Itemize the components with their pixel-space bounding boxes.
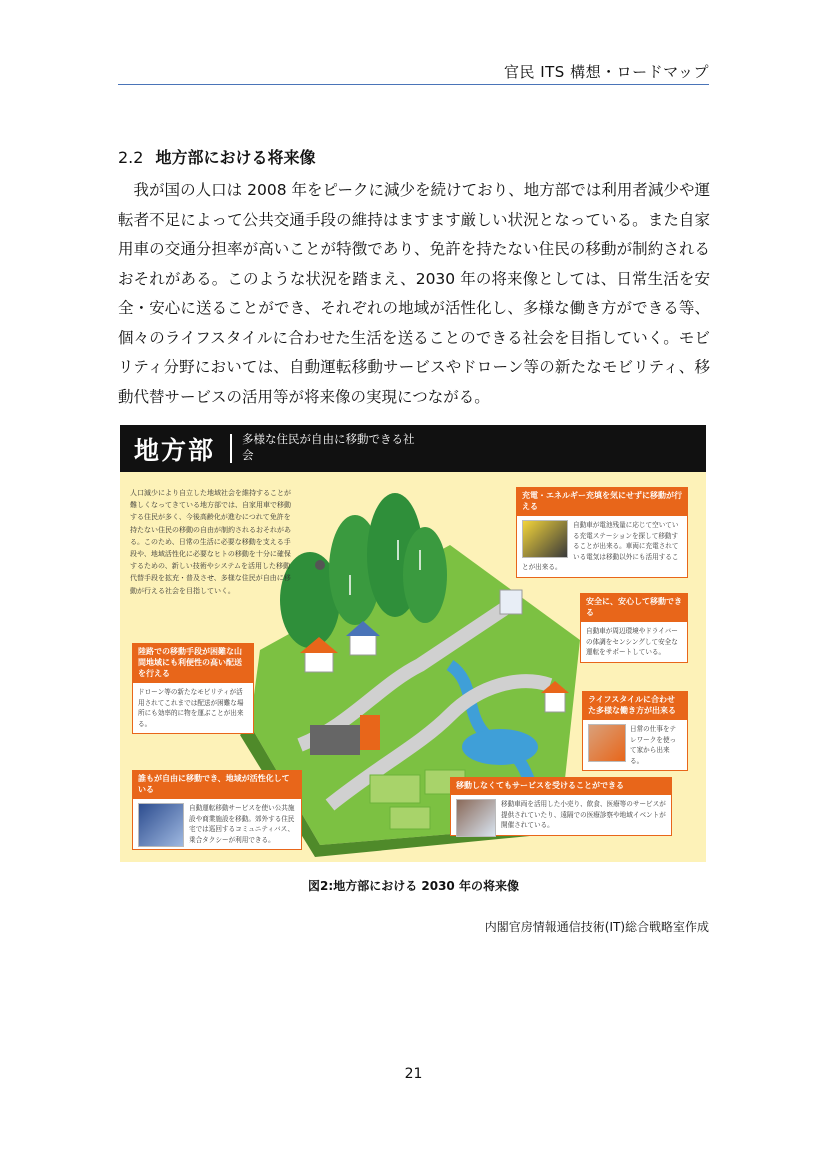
callout-safety [580,593,688,663]
callout-delivery-heading: 陸路での移動手段が困難な山間地域にも利便性の高い配送を行える [132,643,254,682]
callout-delivery-text: ドローン等の新たなモビリティが活用されてこれまでは配送が困難な場所にも効率的に物を運ぶことが出来る。 [132,682,254,734]
ev-charging-photo [522,520,568,558]
figure-intro-text: 人口減少により自立した地域社会を維持することが難しくなってきている地方部では、自家用車で移動する住民が多く、今後高齢化が進むにつれて免許を持たない住民の移動の自由が制約されるおそれがある。このため、日常の生活に必要な移動を支える手段や、地域活性化に必要なヒトの移動を十分に確保するための、新しい技術やシステムを活用した移動代替手段を拡充・普及させ、多様な住民が自由に移動が行える社会を目指していく。 [130,489,291,595]
section-title: 地方部における将来像 [155,148,316,167]
section-number: 2.2 [118,148,144,167]
header-rule [118,84,709,85]
callout-services-box [450,794,672,836]
callout-services-text: 移動車両を活用した小売り、飲食、医療等のサービスが提供されていたり、遠隔での医療診察や地域イベントが開催されている。 [501,800,666,829]
figure-caption: 図2:地方部における 2030 年の将来像 [308,879,519,893]
body-paragraph: 我が国の人口は 2008 年をピークに減少を続けており、地方部では利用者減少や運転者不足によって公共交通手段の維持はますます厳しい状況となっている。また自家用車の交通分担率が高いことが特徴であり、免許を持たない住民の移動が制約されるおそれがある。このような状況を踏まえ、2030 年の将来像としては、日常生活を安全・安心に送ることができ、それぞれの地域が活性化し、多様な働き方ができる等、個々のライフスタイルに合わせた生活を送ることのできる社会を目指していく。モビリティ分野においては、自動運転移動サービスやドローン等の新たなモビリティ、移動代替サービスの活用等が将来像の実現につながる。 [118,181,710,406]
pond [462,729,538,765]
figure-credit: 内閣官房情報通信技術(IT)総合戦略室作成 [484,920,709,934]
callout-lifestyle [582,691,688,771]
figure-illustration [120,425,706,862]
telemedicine-photo [456,799,496,837]
callout-charging-text: 自動車が電池残量に応じて空いている充電ステーションを探して移動することが出来る。車両に充電されている電気は移動以外にも活用することが出来る。 [522,521,679,571]
section-heading [118,145,315,168]
drone [315,560,325,570]
callout-everyone-box [132,798,302,850]
callout-services [450,777,672,837]
callout-lifestyle-box [582,719,688,771]
autonomous-bus-photo [138,803,184,847]
running-header: 官民 ITS 構想・ロードマップ [503,63,709,81]
callout-charging [516,487,688,578]
page-number: 21 [404,1066,423,1082]
callout-services-heading: 移動しなくてもサービスを受けることができる [450,777,672,794]
figure-title-big: 地方部 [134,436,216,465]
callout-charging-heading: 充電・エネルギー充填を気にせずに移動が行える [516,487,688,515]
callout-delivery [132,643,254,734]
callout-safety-heading: 安全に、安心して移動できる [580,593,688,621]
callout-everyone [132,770,302,850]
callout-everyone-text: 自動運転移動サービスを使い公共施設や商業施設を移動。郊外する住民宅では巡回するコミュニティバス、乗合タクシーが利用できる。 [189,804,295,844]
telework-photo [588,724,626,762]
callout-lifestyle-heading: ライフスタイルに合わせた多様な働き方が出来る [582,691,688,719]
callout-everyone-heading: 誰もが自由に移動でき、地域が活性化している [132,770,302,798]
callout-lifestyle-text: 日常の仕事をテレワークを使って家から出来る。 [630,725,677,765]
callout-charging-box [516,515,688,578]
callout-safety-text: 自動車が周辺環境やドライバーの体調をセンシングして安全な運転をサポートしている。 [580,621,688,663]
figure-title-sub: 多様な住民が自由に移動できる社会 [242,432,415,462]
